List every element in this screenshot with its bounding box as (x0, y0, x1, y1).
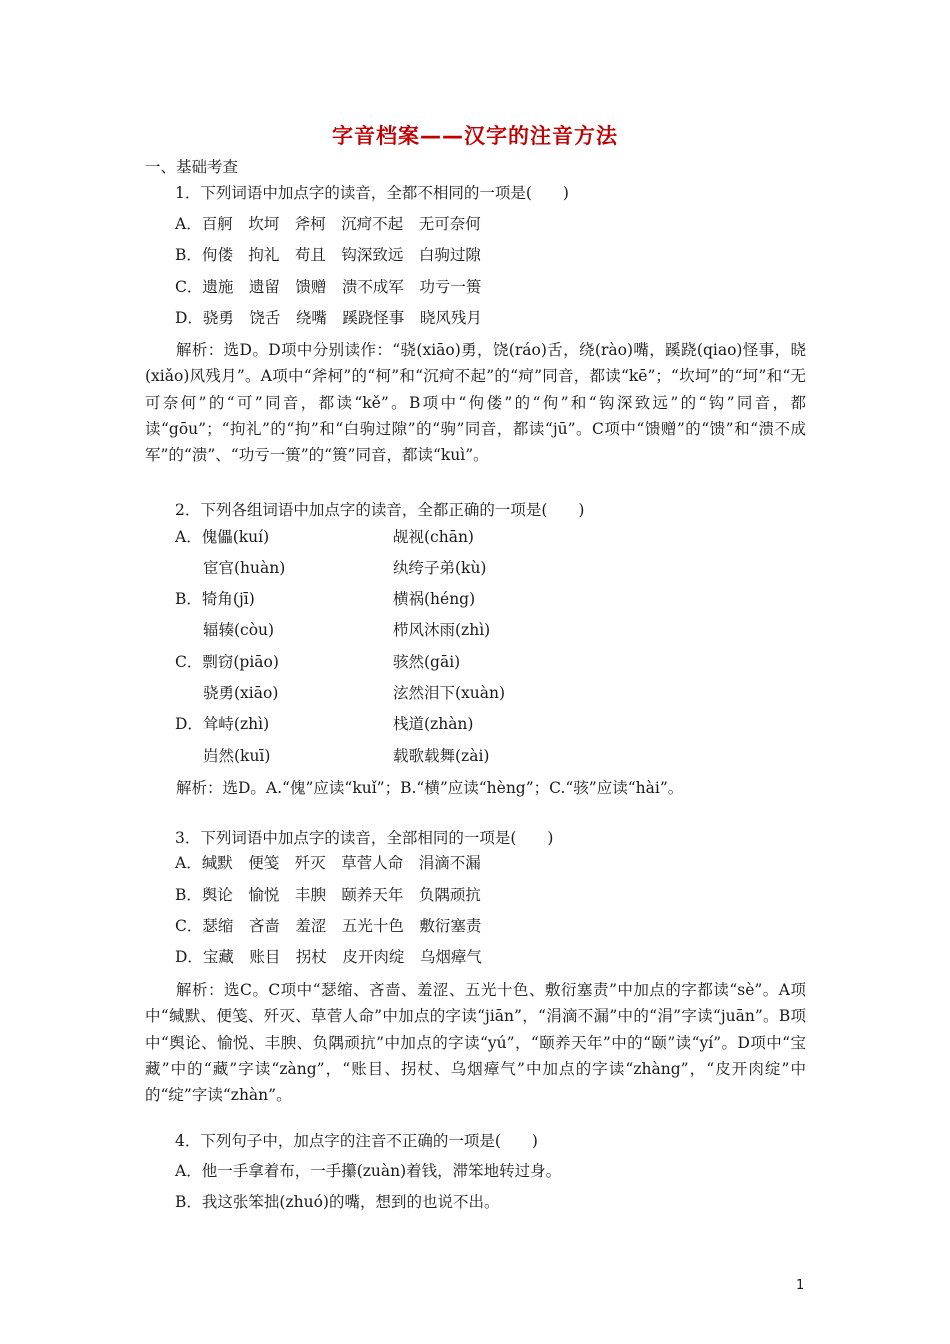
q2-analysis: 解析：选D。A.“傀”应读“kuǐ”；B.“横”应读“hèng”；C.“骇”应读“hài”。 (176, 779, 684, 797)
q2-row-left: 宦官(huàn) (203, 559, 286, 577)
q4-option-b: B．我这张笨拙(zhuó)的嘴，想到的也说不出。 (175, 1193, 500, 1211)
q3-stem: 3．下列词语中加点字的读音，全部相同的一项是( ) (175, 829, 554, 847)
q2-row-left: D．耸峙(zhì) (175, 715, 270, 733)
q2-stem: 2．下列各组词语中加点字的读音，全都正确的一项是( ) (175, 501, 585, 519)
q3-option-b: B．舆论 愉悦 丰腴 颐养天年 负隅顽抗 (175, 886, 481, 904)
q2-row-left: 骁勇(xiāo) (203, 684, 279, 702)
q2-row-right: 栈道(zhàn) (393, 715, 474, 733)
q4-option-a: A．他一手拿着布，一手攥(zuàn)着钱，滞笨地转过身。 (175, 1162, 562, 1180)
q3-option-c: C．瑟缩 吝啬 羞涩 五光十色 敷衍塞责 (175, 917, 482, 935)
q3-analysis: 解析：选C。C项中“瑟缩、吝啬、羞涩、五光十色、敷衍塞责”中加点的字都读“sè”。A项中“缄默、便笺、歼灭、草菅人命”中加点的字读“jiān”，“涓滴不漏”中的“涓”字读“juān”。B项中“舆论、愉悦、丰腴、负隅顽抗”中加点的字读“yú”，“颐养天年”中的“颐”读“yí”。D项中“宝藏”中的“藏”字读“zàng”，“账目、拐杖、乌烟瘴气”中加点的字读“zhàng”，“皮开肉绽”中的“绽”字读“zhàn”。 (145, 981, 806, 1105)
q2-row-right: 栉风沐雨(zhì) (393, 621, 491, 639)
q1-option-a: A．百舸 坎坷 斧柯 沉疴不起 无可奈何 (175, 215, 481, 233)
q2-row-right: 觇视(chān) (393, 528, 474, 546)
q1-option-d: D．骁勇 饶舌 绕嘴 蹊跷怪事 晓风残月 (175, 309, 482, 327)
page-number: 1 (796, 1278, 805, 1293)
q2-row-left: 辐辏(còu) (203, 621, 275, 639)
q2-row-left: B．犄角(jī) (175, 590, 255, 608)
q1-option-c: C．遗施 遗留 馈赠 溃不成军 功亏一篑 (175, 278, 482, 296)
q2-row-right: 泫然泪下(xuàn) (393, 684, 506, 702)
q2-row-left: 岿然(kuī) (203, 747, 271, 765)
q3-option-d: D．宝藏 账目 拐杖 皮开肉绽 乌烟瘴气 (175, 948, 482, 966)
q1-analysis: 解析：选D。D项中分别读作：“骁(xiāo)勇，饶(ráo)舌，绕(rào)嘴，蹊跷(qiao)怪事，晓(xiǎo)风残月”。A项中“斧柯”的“柯”和“沉疴不起”的“疴”同音，都读“kē”；“坎坷”的“坷”和“无可奈何”的“可”同音，都读“kě”。B项中“佝偻”的“佝”和“钩深致远”的“钩”同音，都读“gōu”；“拘礼”的“拘”和“白驹过隙”的“驹”同音，都读“jū”。C项中“馈赠”的“馈”和“溃不成军”的“溃”、“功亏一篑”的“篑”同音，都读“kuì”。 (145, 341, 806, 465)
q1-stem: 1．下列词语中加点字的读音，全都不相同的一项是( ) (175, 184, 569, 202)
page-title: 字音档案——汉字的注音方法 (332, 124, 618, 148)
q1-option-b: B．佝偻 拘礼 苟且 钩深致远 白驹过隙 (175, 246, 481, 264)
q4-stem: 4．下列句子中，加点字的注音不正确的一项是( ) (175, 1132, 538, 1150)
q2-row-right: 横祸(héng) (393, 590, 476, 608)
q2-row-right: 载歌载舞(zài) (393, 747, 490, 765)
section-heading: 一、基础考查 (145, 158, 239, 176)
q2-row-right: 骇然(gāi) (393, 653, 461, 671)
q2-row-left: C．剽窃(piāo) (175, 653, 279, 671)
q2-row-right: 纨绔子弟(kù) (393, 559, 487, 577)
q2-row-left: A．傀儡(kuí) (175, 528, 270, 546)
q3-option-a: A．缄默 便笺 歼灭 草菅人命 涓滴不漏 (175, 854, 481, 872)
